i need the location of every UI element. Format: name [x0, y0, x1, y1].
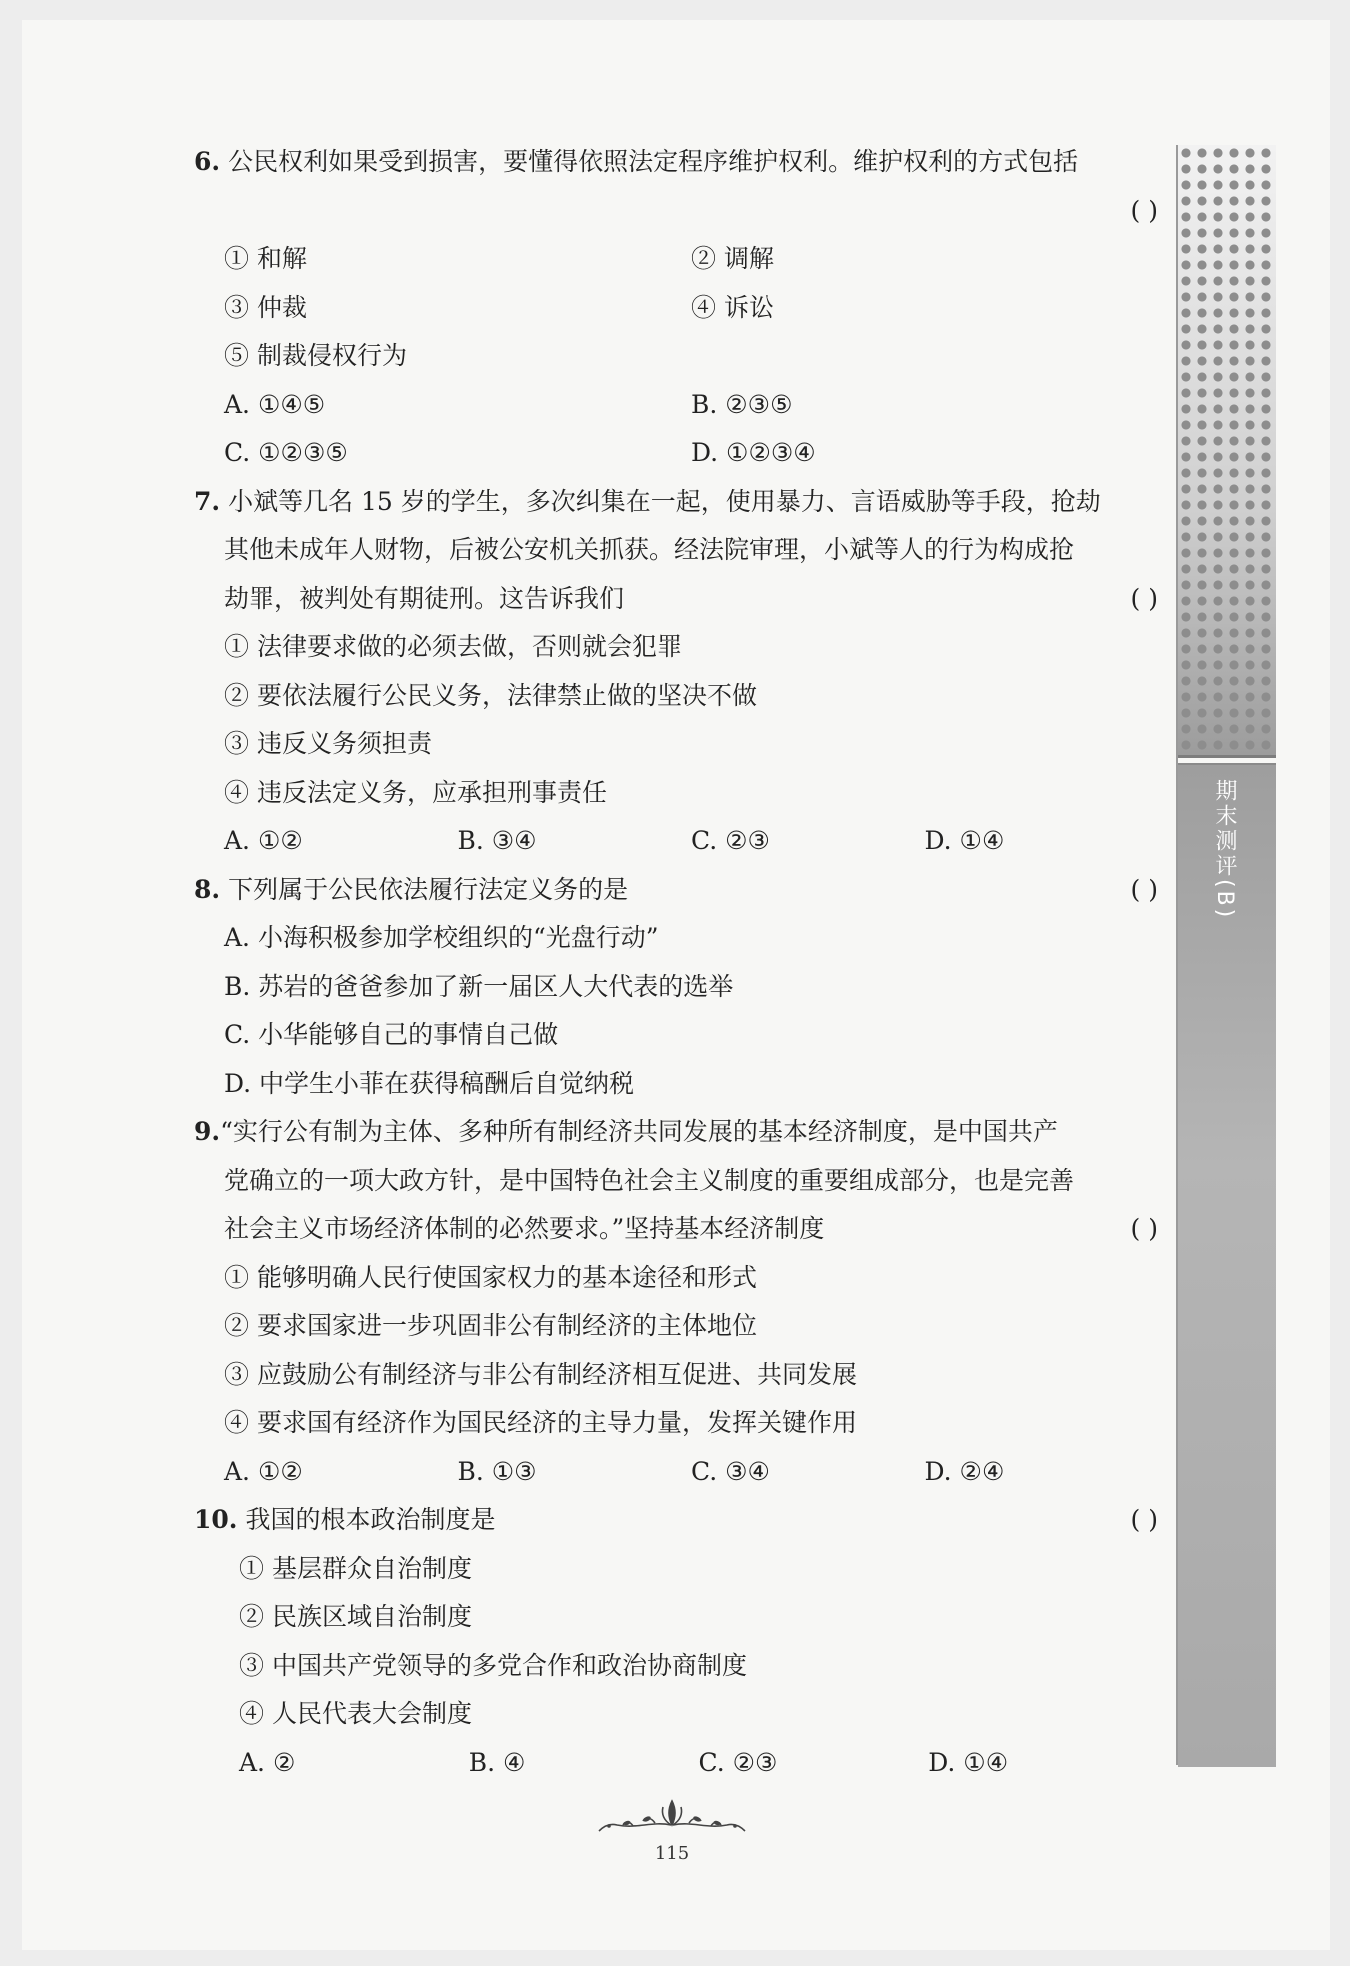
- statement: ③ 中国共产党领导的多党合作和政治协商制度: [239, 1650, 747, 1680]
- side-tab-label: 期末测评(B): [1212, 779, 1237, 921]
- choice-b[interactable]: B. ③④: [457, 826, 537, 855]
- choice-b[interactable]: B. ②③⑤: [691, 389, 793, 419]
- choice-d[interactable]: D. ②④: [924, 1456, 1005, 1486]
- choice-row: [194, 1448, 1158, 1497]
- statement: ① 和解: [224, 244, 307, 273]
- answer-paren-line: [194, 187, 1158, 236]
- question-number: 7.: [194, 486, 221, 516]
- question-number: 8.: [194, 874, 221, 904]
- choice-a[interactable]: A. ②: [239, 1747, 296, 1777]
- question-stem: 8. 下列属于公民依法履行法定义务的是 ( ): [194, 866, 1158, 915]
- choice-a[interactable]: A. 小海积极参加学校组织的“光盘行动”: [224, 923, 659, 952]
- statement: ④ 诉讼: [691, 292, 774, 322]
- choice-d[interactable]: D. ①④: [928, 1747, 1009, 1777]
- question-stem-last: 社会主义市场经济体制的必然要求。”坚持基本经济制度 ( ): [194, 1205, 1158, 1254]
- side-tab: [1176, 145, 1276, 1765]
- statement: ① 法律要求做的必须去做，否则就会犯罪: [224, 632, 682, 661]
- statement: ③ 违反义务须担责: [224, 729, 432, 758]
- floral-ornament-icon: [597, 1795, 747, 1835]
- choice-c[interactable]: C. ①②③⑤: [224, 438, 348, 467]
- exam-content: [194, 138, 1158, 1787]
- question-stem: 7. 小斌等几名 15 岁的学生，多次纠集在一起，使用暴力、言语威胁等手段，抢劫: [194, 486, 1101, 516]
- answer-paren: ( ): [1130, 874, 1158, 904]
- choice-row: [194, 429, 1158, 478]
- choice-row: [194, 817, 1158, 866]
- choice-d[interactable]: D. ①④: [924, 826, 1005, 855]
- side-tab-pattern: [1178, 145, 1276, 758]
- question-10: [194, 1496, 1158, 1787]
- statement: ① 基层群众自治制度: [239, 1553, 472, 1583]
- choice-row: [194, 1739, 1158, 1788]
- side-tab-label-panel: [1178, 763, 1276, 1767]
- statement-row: [194, 235, 1158, 284]
- statement: ③ 仲裁: [224, 292, 307, 322]
- statement: ③ 应鼓励公有制经济与非公有制经济相互促进、共同发展: [224, 1359, 857, 1389]
- question-stem: 9.“实行公有制为主体、多种所有制经济共同发展的基本经济制度，是中国共产: [194, 1117, 1058, 1146]
- question-7: [194, 478, 1158, 866]
- statement: ⑤ 制裁侵权行为: [224, 341, 407, 370]
- statement: ② 要依法履行公民义务，法律禁止做的坚决不做: [224, 680, 757, 710]
- choice-a[interactable]: A. ①④⑤: [224, 389, 326, 419]
- question-stem: 6. 公民权利如果受到损害，要懂得依照法定程序维护权利。维护权利的方式包括: [194, 147, 1079, 176]
- question-number: 6.: [194, 147, 221, 176]
- choice-d[interactable]: D. 中学生小菲在获得稿酬后自觉纳税: [224, 1068, 635, 1098]
- choice-b[interactable]: B. 苏岩的爸爸参加了新一届区人大代表的选举: [224, 971, 734, 1001]
- question-number: 9.: [194, 1117, 221, 1146]
- statement: ② 调解: [691, 244, 774, 273]
- statement: ④ 违反法定义务，应承担刑事责任: [224, 777, 607, 807]
- choice-b[interactable]: B. ④: [468, 1747, 526, 1777]
- answer-paren: ( ): [1130, 1505, 1158, 1534]
- question-9: [194, 1108, 1158, 1496]
- choice-c[interactable]: C. ③④: [691, 1456, 770, 1486]
- statement: ② 民族区域自治制度: [239, 1602, 472, 1631]
- choice-c[interactable]: C. ②③: [698, 1747, 778, 1777]
- choice-d[interactable]: D. ①②③④: [691, 438, 816, 467]
- statement: ① 能够明确人民行使国家权力的基本途径和形式: [224, 1262, 757, 1292]
- statement: ② 要求国家进一步巩固非公有制经济的主体地位: [224, 1311, 757, 1340]
- choice-a[interactable]: A. ①②: [224, 1456, 303, 1486]
- question-stem-last: 劫罪，被判处有期徒刑。这告诉我们 ( ): [194, 575, 1158, 624]
- question-stem: 党确立的一项大政方针，是中国特色社会主义制度的重要组成部分，也是完善: [224, 1165, 1075, 1195]
- question-8: [194, 866, 1158, 1109]
- statement: ④ 人民代表大会制度: [239, 1699, 472, 1728]
- question-stem: 其他未成年人财物，后被公安机关抓获。经法院审理，小斌等人的行为构成抢: [224, 535, 1075, 564]
- question-stem: 10. 我国的根本政治制度是 ( ): [194, 1496, 1158, 1545]
- answer-paren: ( ): [1130, 1214, 1158, 1243]
- answer-paren: ( ): [1130, 195, 1158, 225]
- page-number: 115: [654, 1843, 690, 1864]
- statement-row: [194, 284, 1158, 333]
- question-number: 10.: [194, 1505, 238, 1534]
- choice-c[interactable]: C. ②③: [691, 826, 770, 855]
- statement: ④ 要求国有经济作为国民经济的主导力量，发挥关键作用: [224, 1408, 857, 1437]
- choice-c[interactable]: C. 小华能够自己的事情自己做: [224, 1020, 559, 1049]
- choice-b[interactable]: B. ①③: [457, 1456, 537, 1486]
- choice-a[interactable]: A. ①②: [224, 826, 303, 855]
- answer-paren: ( ): [1130, 583, 1158, 613]
- question-6: [194, 138, 1158, 478]
- choice-row: [194, 381, 1158, 430]
